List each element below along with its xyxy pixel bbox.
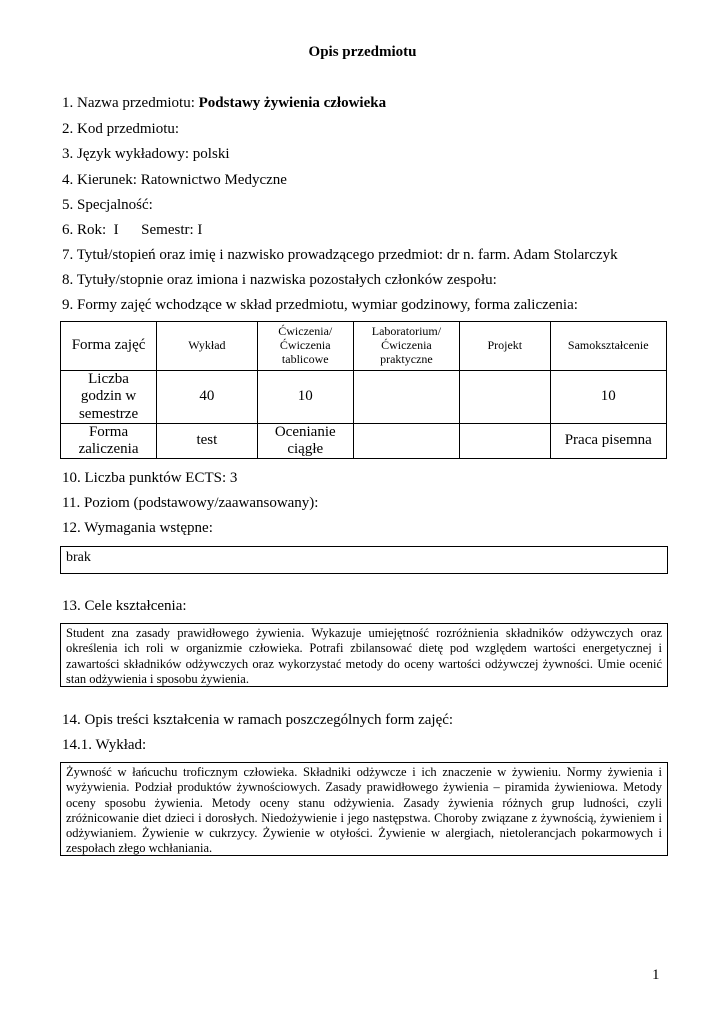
item-specjalnosc: 5. Specjalność: <box>62 197 153 213</box>
item-ects: 10. Liczba punktów ECTS: 3 <box>62 470 238 486</box>
header-forma-zajec: Forma zajęć <box>61 322 157 371</box>
item-kierunek: 4. Kierunek: Ratownictwo Medyczne <box>62 172 287 188</box>
item-rok-semestr: 6. Rok: I Semestr: I <box>62 222 203 238</box>
cell-godziny-wyklad: 40 <box>157 371 258 424</box>
cele-box: Student zna zasady prawidłowego żywienia. Wykazuje umiejętność rozróżnienia składników odżywczych oraz określenia ich roli w organizmie człowieka. Potrafi zbilansować dietę pod względem wartości energetycznej i zawartości składników odżywczych oraz wykorzystać metody do oceny wartości odżywczej żywności. Umie ocenić stan odżywienia i sposobu żywienia. <box>60 623 668 687</box>
cell-zaliczenie-samoksztalcenie: Praca pisemna <box>550 423 667 459</box>
item-zespol: 8. Tytuły/stopnie oraz imiona i nazwiska pozostałych członków zespołu: <box>62 272 497 288</box>
table-row-godziny <box>61 371 667 424</box>
item-cele: 13. Cele kształcenia: <box>62 598 187 614</box>
item-formy-zajec: 9. Formy zajęć wchodzące w skład przedmiotu, wymiar godzinowy, forma zaliczenia: <box>62 297 578 313</box>
forms-table <box>60 321 667 459</box>
item-nazwa-przedmiotu <box>62 95 386 112</box>
wymagania-box: brak <box>60 546 668 574</box>
page-title: Opis przedmiotu <box>308 44 417 60</box>
item-wymagania: 12. Wymagania wstępne: <box>62 520 213 536</box>
cell-godziny-projekt <box>460 371 550 424</box>
row-godziny-label: Liczba godzin w semestrze <box>61 371 157 424</box>
item-opis-tresci: 14. Opis treści kształcenia w ramach poszczególnych form zajęć: <box>62 712 454 728</box>
header-samoksztalcenie: Samokształcenie <box>550 322 667 371</box>
item-nazwa-label: 1. Nazwa przedmiotu: <box>62 95 199 111</box>
item-poziom: 11. Poziom (podstawowy/zaawansowany): <box>62 495 319 511</box>
cell-zaliczenie-cwiczenia: Ocenianie ciągłe <box>257 423 353 459</box>
cell-godziny-cwiczenia: 10 <box>257 371 353 424</box>
item-jezyk: 3. Język wykładowy: polski <box>62 146 230 162</box>
header-wyklad: Wykład <box>157 322 258 371</box>
page-number: 1 <box>652 967 660 983</box>
cell-godziny-laboratorium <box>353 371 459 424</box>
item-kod-przedmiotu: 2. Kod przedmiotu: <box>62 121 180 137</box>
header-cwiczenia: Ćwiczenia/ Ćwiczenia tablicowe <box>257 322 353 371</box>
cell-zaliczenie-wyklad: test <box>157 423 258 459</box>
table-header-row <box>61 322 667 371</box>
item-nazwa-value: Podstawy żywienia człowieka <box>198 95 387 111</box>
cell-zaliczenie-projekt <box>460 423 550 459</box>
item-wyklad-header: 14.1. Wykład: <box>62 737 147 753</box>
row-zaliczenie-label: Forma zaliczenia <box>61 423 157 459</box>
header-laboratorium: Laboratorium/ Ćwiczenia praktyczne <box>353 322 459 371</box>
header-projekt: Projekt <box>460 322 550 371</box>
cell-zaliczenie-laboratorium <box>353 423 459 459</box>
cell-godziny-samoksztalcenie: 10 <box>550 371 667 424</box>
table-row-zaliczenie <box>61 423 667 459</box>
wyklad-box: Żywność w łańcuchu troficznym człowieka. Składniki odżywcze i ich znaczenie w żywieniu. Normy żywienia i wyżywienia. Podział produktów żywnościowych. Zasady prawidłowego żywienia – piramida żywieniowa. Metody oceny sposobu żywienia. Metody oceny stanu odżywienia. Zasady żywienia różnych grup ludności, czyli zróżnicowanie diet dzieci i dorosłych. Niedożywienie i jego następstwa. Choroby związane z żywnością, żywieniem i odżywianiem. Żywienie w cukrzycy. Żywienie w otyłości. Żywienie w alergiach, nietolerancjach pokarmowych i zespołach złego wchłaniania. <box>60 762 668 856</box>
item-prowadzacy: 7. Tytuł/stopień oraz imię i nazwisko prowadzącego przedmiot: dr n. farm. Adam Stolarczyk <box>62 247 618 263</box>
